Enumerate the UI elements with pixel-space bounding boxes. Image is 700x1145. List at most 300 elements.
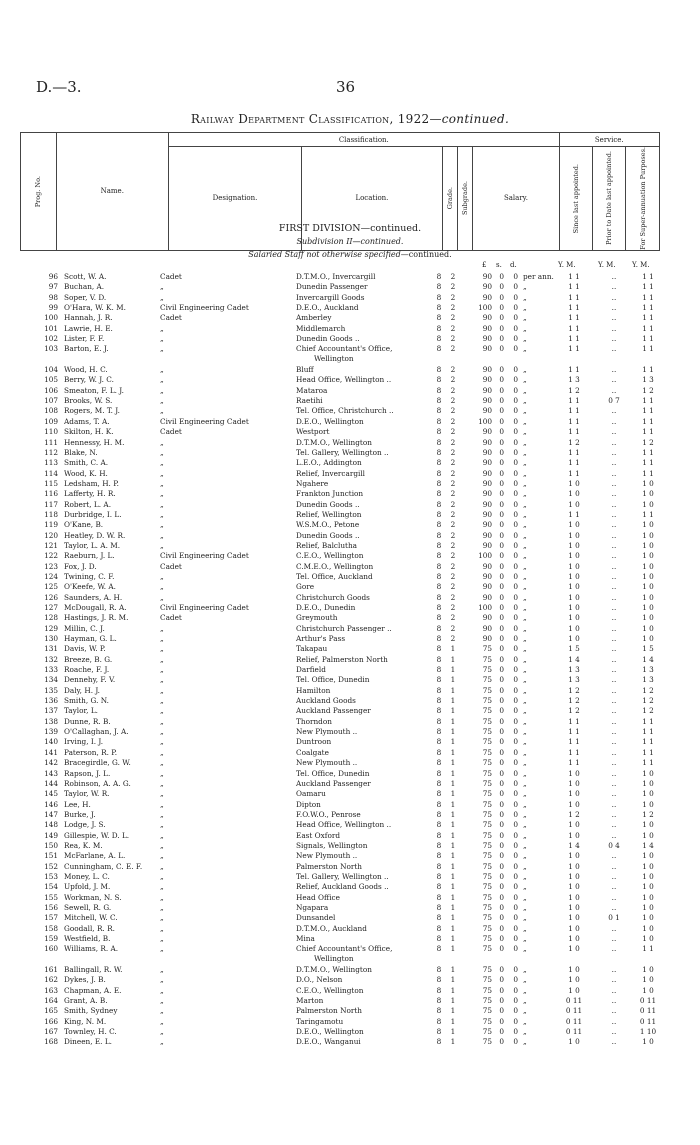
cell-prior: .. bbox=[611, 323, 617, 333]
cell-name: Durbridge, I. L. bbox=[64, 509, 122, 519]
table-row bbox=[20, 324, 680, 334]
cell-super: 1 1 bbox=[642, 716, 654, 726]
cell-super: 1 1 bbox=[642, 468, 654, 478]
cell-d: 0 bbox=[513, 313, 518, 323]
cell-grade: 8 bbox=[436, 334, 442, 344]
cell-sub: 2 bbox=[450, 375, 456, 385]
cell-last: 1 4 bbox=[568, 654, 580, 664]
cell-per: „ bbox=[523, 665, 527, 675]
cell-name: Upfold, J. M. bbox=[64, 882, 111, 892]
cell-per: „ bbox=[523, 416, 527, 426]
cell-sal: 75 bbox=[482, 768, 492, 778]
cell-desig: „ bbox=[160, 540, 164, 550]
unit-pound: £ bbox=[482, 261, 487, 269]
cell-per: „ bbox=[523, 675, 527, 685]
cell-sal: 90 bbox=[482, 447, 492, 457]
cell-desig: „ bbox=[160, 571, 164, 581]
table-row bbox=[20, 675, 680, 685]
cell-d: 0 bbox=[513, 685, 518, 695]
cell-sub: 1 bbox=[450, 809, 456, 819]
cell-no: 102 bbox=[44, 334, 58, 344]
table-row bbox=[20, 282, 680, 292]
cell-sub: 1 bbox=[450, 934, 456, 943]
cell-per: „ bbox=[523, 447, 527, 457]
cell-sal: 75 bbox=[482, 851, 492, 861]
cell-name: Smith, Sydney bbox=[64, 1006, 118, 1016]
cell-loc: Coalgate bbox=[296, 747, 329, 757]
cell-per: „ bbox=[523, 934, 527, 943]
cell-d: 0 bbox=[513, 1016, 518, 1026]
cell-loc: Head Office, Wellington .. bbox=[296, 820, 392, 830]
cell-loc: Relief, Balclutha bbox=[296, 540, 358, 550]
cell-s: 0 bbox=[499, 499, 504, 509]
cell-last: 1 0 bbox=[568, 871, 580, 881]
cell-no: 132 bbox=[44, 654, 58, 664]
table-row bbox=[20, 293, 680, 303]
cell-prior: .. bbox=[611, 530, 617, 540]
cell-sub: 2 bbox=[450, 530, 456, 540]
cell-grade: 8 bbox=[436, 499, 442, 509]
cell-grade: 8 bbox=[436, 365, 442, 375]
cell-loc: Chief Accountant's Office, bbox=[296, 344, 393, 354]
cell-d: 0 bbox=[513, 447, 518, 457]
cell-per: „ bbox=[523, 334, 527, 344]
cell-name: Breeze, B. G. bbox=[64, 654, 113, 664]
cell-grade: 8 bbox=[436, 375, 442, 385]
cell-last: 1 0 bbox=[568, 882, 580, 892]
cell-prior: .. bbox=[611, 934, 617, 943]
cell-desig: „ bbox=[160, 902, 164, 912]
unit-ym-super: Y. M. bbox=[632, 261, 650, 269]
cell-super: 1 1 bbox=[642, 396, 654, 406]
cell-sub: 2 bbox=[450, 292, 456, 302]
cell-super: 1 0 bbox=[642, 592, 654, 602]
cell-last: 1 1 bbox=[568, 344, 580, 354]
cell-no: 105 bbox=[44, 375, 58, 385]
cell-sal: 75 bbox=[482, 737, 492, 747]
cell-last: 1 0 bbox=[568, 768, 580, 778]
table-row bbox=[20, 313, 680, 323]
cell-d: 0 bbox=[513, 892, 518, 902]
cell-name: Heatley, D. W. R. bbox=[64, 530, 126, 540]
cell-sub: 1 bbox=[450, 778, 456, 788]
cell-sal: 75 bbox=[482, 965, 492, 975]
staff-note bbox=[0, 250, 700, 259]
table-row bbox=[20, 748, 680, 758]
cell-no: 154 bbox=[44, 882, 58, 892]
cell-sub: 2 bbox=[450, 427, 456, 437]
cell-s: 0 bbox=[499, 654, 504, 664]
table-row bbox=[20, 758, 680, 768]
cell-sub: 1 bbox=[450, 975, 456, 985]
cell-name: Ballingall, R. W. bbox=[64, 965, 123, 975]
cell-prior: .. bbox=[611, 685, 617, 695]
cell-per: „ bbox=[523, 303, 527, 313]
cell-d: 0 bbox=[513, 965, 518, 975]
cell-last: 1 1 bbox=[568, 727, 580, 737]
cell-sub: 1 bbox=[450, 965, 456, 975]
cell-sub: 1 bbox=[450, 1006, 456, 1016]
cell-super: 1 2 bbox=[642, 685, 654, 695]
table-row bbox=[20, 841, 680, 851]
cell-loc: Oamaru bbox=[296, 789, 326, 799]
cell-d: 0 bbox=[513, 427, 518, 437]
cell-last: 1 0 bbox=[568, 851, 580, 861]
cell-no: 163 bbox=[44, 985, 58, 995]
cell-sub: 1 bbox=[450, 944, 456, 954]
cell-last: 1 0 bbox=[568, 789, 580, 799]
cell-sub: 1 bbox=[450, 871, 456, 881]
cell-super: 1 0 bbox=[642, 1037, 654, 1047]
cell-desig: „ bbox=[160, 809, 164, 819]
cell-d: 0 bbox=[513, 644, 518, 654]
cell-d: 0 bbox=[513, 747, 518, 757]
cell-name: Lee, H. bbox=[64, 799, 91, 809]
cell-sal: 100 bbox=[478, 603, 492, 612]
cell-sub: 2 bbox=[450, 334, 456, 344]
cell-s: 0 bbox=[499, 344, 504, 354]
cell-d: 0 bbox=[513, 768, 518, 778]
cell-prior: .. bbox=[611, 458, 617, 468]
cell-super: 1 0 bbox=[642, 861, 654, 871]
cell-s: 0 bbox=[499, 592, 504, 602]
cell-s: 0 bbox=[499, 437, 504, 447]
cell-d: 0 bbox=[513, 758, 518, 768]
page-title bbox=[0, 112, 700, 126]
cell-no: 122 bbox=[44, 551, 58, 561]
title-text: Railway Department Classification, 1922 bbox=[190, 112, 430, 126]
cell-grade: 8 bbox=[436, 468, 442, 478]
cell-sub: 2 bbox=[450, 561, 456, 571]
cell-s: 0 bbox=[499, 313, 504, 323]
cell-name: Wood, H. C. bbox=[64, 365, 108, 375]
cell-grade: 8 bbox=[436, 1027, 442, 1037]
col-subgrade: Subgrade. bbox=[458, 147, 473, 251]
cell-s: 0 bbox=[499, 468, 504, 478]
cell-desig: „ bbox=[160, 365, 164, 375]
cell-per: „ bbox=[523, 292, 527, 302]
cell-sub: 1 bbox=[450, 737, 456, 747]
cell-super: 1 2 bbox=[642, 706, 654, 716]
cell-sub: 2 bbox=[450, 499, 456, 509]
cell-prior: .. bbox=[611, 965, 617, 975]
cell-name: O'Keefe, W. A. bbox=[64, 582, 116, 592]
cell-d: 0 bbox=[513, 696, 518, 706]
cell-loc: Dipton bbox=[296, 799, 321, 809]
cell-sub: 2 bbox=[450, 520, 456, 530]
cell-prior: .. bbox=[611, 1016, 617, 1026]
cell-s: 0 bbox=[499, 913, 504, 923]
cell-grade: 8 bbox=[436, 427, 442, 437]
cell-loc: Tel. Office, Auckland bbox=[296, 571, 373, 581]
cell-sub: 1 bbox=[450, 1016, 456, 1026]
table-row bbox=[20, 469, 680, 479]
cell-name: Smeaton, F. L. J. bbox=[64, 385, 124, 395]
cell-super: 1 0 bbox=[642, 530, 654, 540]
cell-last: 1 2 bbox=[568, 385, 580, 395]
cell-d: 0 bbox=[513, 634, 518, 644]
cell-sal: 75 bbox=[482, 892, 492, 902]
cell-last: 1 0 bbox=[568, 965, 580, 975]
col-for-super: For Super-annuation Purposes. bbox=[626, 147, 660, 251]
cell-prior: .. bbox=[611, 634, 617, 644]
cell-sal: 75 bbox=[482, 996, 492, 1006]
cell-desig: „ bbox=[160, 996, 164, 1006]
cell-no: 152 bbox=[44, 861, 58, 871]
cell-sal: 75 bbox=[482, 716, 492, 726]
cell-s: 0 bbox=[499, 634, 504, 644]
cell-d: 0 bbox=[513, 561, 518, 571]
cell-prior: .. bbox=[611, 902, 617, 912]
cell-desig: „ bbox=[160, 282, 164, 292]
cell-desig: „ bbox=[160, 965, 164, 975]
cell-last: 1 1 bbox=[568, 282, 580, 292]
cell-per: „ bbox=[523, 809, 527, 819]
cell-no: 108 bbox=[44, 406, 58, 416]
cell-d: 0 bbox=[513, 509, 518, 519]
cell-super: 0 11 bbox=[639, 1006, 657, 1016]
cell-grade: 8 bbox=[436, 1037, 442, 1047]
table-row bbox=[20, 831, 680, 841]
cell-desig: Civil Engineering Cadet bbox=[160, 551, 249, 561]
cell-name: Wood, K. H. bbox=[64, 468, 108, 478]
cell-desig: Cadet bbox=[160, 313, 182, 323]
cell-prior: .. bbox=[611, 737, 617, 747]
cell-s: 0 bbox=[499, 665, 504, 675]
cell-super: 1 0 bbox=[642, 975, 654, 985]
cell-name: Dennehy, F. V. bbox=[64, 675, 116, 685]
table-body bbox=[20, 272, 680, 1048]
cell-super: 1 0 bbox=[642, 478, 654, 488]
cell-loc: New Plymouth .. bbox=[296, 851, 358, 861]
cell-sub: 1 bbox=[450, 985, 456, 995]
cell-per: „ bbox=[523, 861, 527, 871]
cell-no: 147 bbox=[44, 809, 58, 819]
cell-loc: Relief, Auckland Goods .. bbox=[296, 882, 389, 892]
cell-prior: .. bbox=[611, 789, 617, 799]
cell-super: 0 11 bbox=[639, 1016, 657, 1026]
cell-no: 99 bbox=[48, 303, 58, 313]
cell-s: 0 bbox=[499, 334, 504, 344]
cell-name: Barton, E. J. bbox=[64, 344, 109, 354]
cell-prior: .. bbox=[611, 427, 617, 437]
cell-no: 111 bbox=[44, 437, 58, 447]
cell-sal: 90 bbox=[482, 499, 492, 509]
cell-desig: „ bbox=[160, 851, 164, 861]
cell-name: Townley, H. C. bbox=[64, 1027, 117, 1037]
cell-per: per ann. bbox=[523, 272, 554, 281]
cell-sal: 75 bbox=[482, 840, 492, 850]
cell-sub: 1 bbox=[450, 758, 456, 768]
cell-s: 0 bbox=[499, 789, 504, 799]
cell-last: 1 0 bbox=[568, 489, 580, 499]
cell-d: 0 bbox=[513, 913, 518, 923]
cell-grade: 8 bbox=[436, 571, 442, 581]
cell-loc: Invercargill Goods bbox=[296, 292, 365, 302]
cell-super: 1 0 bbox=[642, 540, 654, 550]
cell-sal: 90 bbox=[482, 323, 492, 333]
cell-loc: D.E.O., Wanganui bbox=[296, 1037, 361, 1047]
cell-per: „ bbox=[523, 654, 527, 664]
cell-sal: 90 bbox=[482, 437, 492, 447]
cell-d: 0 bbox=[513, 851, 518, 861]
cell-sal: 90 bbox=[482, 313, 492, 323]
cell-sal: 75 bbox=[482, 1006, 492, 1016]
cell-prior: .. bbox=[611, 975, 617, 985]
cell-no: 110 bbox=[44, 427, 58, 437]
cell-s: 0 bbox=[499, 820, 504, 830]
cell-last: 1 0 bbox=[568, 799, 580, 809]
cell-name: Buchan, A. bbox=[64, 282, 105, 292]
cell-grade: 8 bbox=[436, 809, 442, 819]
table-row bbox=[20, 944, 680, 965]
cell-prior: .. bbox=[611, 1027, 617, 1037]
cell-desig: „ bbox=[160, 789, 164, 799]
cell-name: Workman, N. S. bbox=[64, 892, 122, 902]
cell-prior: .. bbox=[611, 416, 617, 426]
table-row bbox=[20, 303, 680, 313]
cell-sub: 1 bbox=[450, 747, 456, 757]
cell-desig: „ bbox=[160, 768, 164, 778]
cell-grade: 8 bbox=[436, 292, 442, 302]
cell-per: „ bbox=[523, 458, 527, 468]
cell-name: Burke, J. bbox=[64, 809, 96, 819]
cell-d: 0 bbox=[513, 530, 518, 540]
cell-d: 0 bbox=[513, 727, 518, 737]
cell-per: „ bbox=[523, 344, 527, 354]
cell-name: Westfield, B. bbox=[64, 934, 111, 943]
cell-loc: Ngahere bbox=[296, 478, 329, 488]
cell-super: 1 5 bbox=[642, 644, 654, 654]
table-row bbox=[20, 862, 680, 872]
cell-per: „ bbox=[523, 509, 527, 519]
cell-sub: 2 bbox=[450, 396, 456, 406]
table-row bbox=[20, 696, 680, 706]
cell-d: 0 bbox=[513, 675, 518, 685]
cell-last: 1 0 bbox=[568, 623, 580, 633]
cell-sal: 75 bbox=[482, 934, 492, 943]
cell-name: Taylor, L. bbox=[64, 706, 98, 716]
cell-name: Raeburn, J. L. bbox=[64, 551, 115, 561]
cell-name: Davis, W. P. bbox=[64, 644, 106, 654]
cell-no: 150 bbox=[44, 840, 58, 850]
cell-sub: 1 bbox=[450, 820, 456, 830]
cell-s: 0 bbox=[499, 1016, 504, 1026]
cell-grade: 8 bbox=[436, 603, 442, 612]
cell-loc-continued: Wellington bbox=[314, 354, 354, 364]
cell-loc: Greymouth bbox=[296, 613, 338, 623]
cell-super: 1 0 bbox=[642, 789, 654, 799]
cell-prior: .. bbox=[611, 313, 617, 323]
cell-loc: Amberley bbox=[296, 313, 332, 323]
cell-no: 143 bbox=[44, 768, 58, 778]
cell-super: 1 1 bbox=[642, 334, 654, 344]
cell-last: 1 3 bbox=[568, 665, 580, 675]
cell-last: 1 1 bbox=[568, 416, 580, 426]
cell-s: 0 bbox=[499, 561, 504, 571]
cell-prior: .. bbox=[611, 809, 617, 819]
cell-desig: „ bbox=[160, 840, 164, 850]
cell-loc: New Plymouth .. bbox=[296, 758, 358, 768]
table-row bbox=[20, 986, 680, 996]
cell-name: Taylor, L. A. M. bbox=[64, 540, 121, 550]
cell-loc: Mataroa bbox=[296, 385, 328, 395]
cell-loc: C.M.E.O., Wellington bbox=[296, 561, 374, 571]
cell-grade: 8 bbox=[436, 996, 442, 1006]
cell-per: „ bbox=[523, 1037, 527, 1047]
cell-desig: „ bbox=[160, 396, 164, 406]
cell-last: 1 2 bbox=[568, 706, 580, 716]
cell-name: Hannah, J. R. bbox=[64, 313, 113, 323]
cell-last: 1 1 bbox=[568, 365, 580, 375]
cell-grade: 8 bbox=[436, 406, 442, 416]
cell-super: 1 0 bbox=[642, 820, 654, 830]
cell-s: 0 bbox=[499, 1027, 504, 1037]
cell-desig: „ bbox=[160, 385, 164, 395]
cell-last: 1 0 bbox=[568, 592, 580, 602]
cell-loc: East Oxford bbox=[296, 830, 341, 840]
cell-d: 0 bbox=[513, 323, 518, 333]
cell-prior: .. bbox=[611, 644, 617, 654]
cell-s: 0 bbox=[499, 871, 504, 881]
cell-no: 145 bbox=[44, 789, 58, 799]
cell-loc: Marton bbox=[296, 996, 324, 1006]
cell-grade: 8 bbox=[436, 509, 442, 519]
cell-loc: Thorndon bbox=[296, 716, 332, 726]
cell-per: „ bbox=[523, 561, 527, 571]
cell-name: McFarlane, A. L. bbox=[64, 851, 126, 861]
table-row bbox=[20, 396, 680, 406]
cell-no: 151 bbox=[44, 851, 58, 861]
cell-loc: Auckland Passenger bbox=[296, 778, 371, 788]
cell-d: 0 bbox=[513, 737, 518, 747]
table-row bbox=[20, 272, 680, 282]
cell-s: 0 bbox=[499, 385, 504, 395]
cell-name: Grant, A. B. bbox=[64, 996, 108, 1006]
cell-super: 1 1 bbox=[642, 406, 654, 416]
table-row bbox=[20, 520, 680, 530]
cell-sal: 75 bbox=[482, 1027, 492, 1037]
cell-per: „ bbox=[523, 975, 527, 985]
cell-name: Cunningham, C. E. F. bbox=[64, 861, 143, 871]
cell-s: 0 bbox=[499, 416, 504, 426]
cell-desig: „ bbox=[160, 778, 164, 788]
cell-s: 0 bbox=[499, 758, 504, 768]
cell-name: Daly, H. J. bbox=[64, 685, 101, 695]
cell-prior: .. bbox=[611, 706, 617, 716]
cell-sal: 90 bbox=[482, 334, 492, 344]
cell-loc: Auckland Goods bbox=[296, 696, 356, 706]
cell-per: „ bbox=[523, 768, 527, 778]
cell-d: 0 bbox=[513, 478, 518, 488]
cell-loc: C.E.O., Wellington bbox=[296, 551, 364, 561]
cell-prior: .. bbox=[611, 447, 617, 457]
cell-sub: 2 bbox=[450, 303, 456, 313]
cell-desig: „ bbox=[160, 520, 164, 530]
cell-name: Hayman, G. L. bbox=[64, 634, 117, 644]
cell-sub: 2 bbox=[450, 458, 456, 468]
cell-desig: „ bbox=[160, 882, 164, 892]
cell-desig: Civil Engineering Cadet bbox=[160, 303, 249, 313]
cell-prior: .. bbox=[611, 830, 617, 840]
cell-sal: 75 bbox=[482, 665, 492, 675]
cell-sub: 1 bbox=[450, 902, 456, 912]
cell-s: 0 bbox=[499, 830, 504, 840]
cell-d: 0 bbox=[513, 716, 518, 726]
cell-d: 0 bbox=[513, 416, 518, 426]
table-row bbox=[20, 965, 680, 975]
cell-no: 155 bbox=[44, 892, 58, 902]
